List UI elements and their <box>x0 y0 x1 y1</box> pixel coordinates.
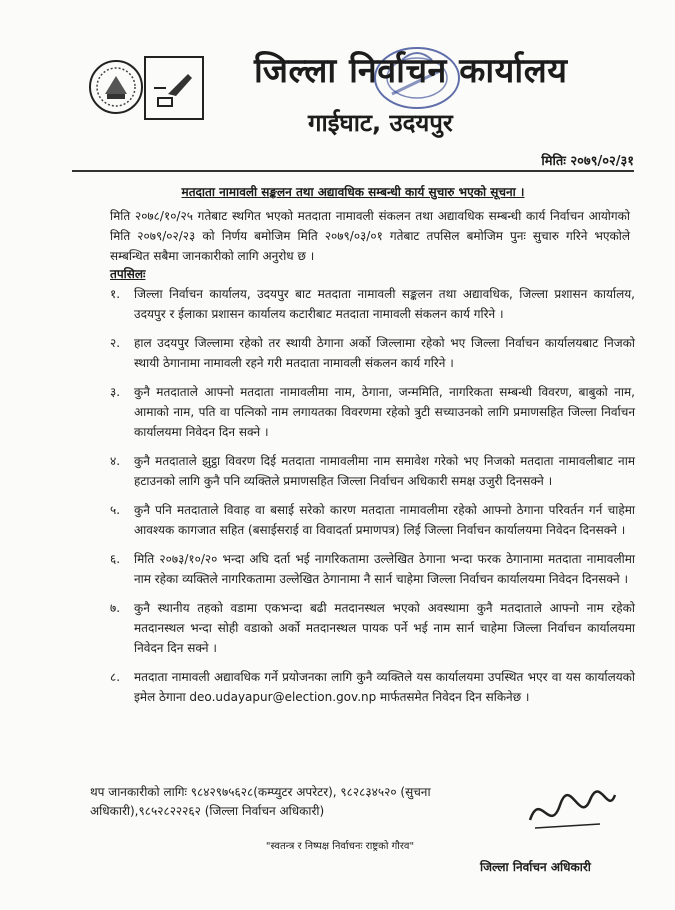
item-text: कुनै मतदाताले झुट्ठा विवरण दिई मतदाता नामावलीमा नाम समावेश गरेको भए निजको मतदाता नामावलीबाट नाम हटाउनको लागि कुनै पनि व्यक्तिले प्रमाणसहित जिल्ला निर्वाचन अधिकारी समक्ष उजुरी दिनसक्ने । <box>134 454 635 488</box>
signatory-title: जिल्ला निर्वाचन अधिकारी <box>480 860 591 874</box>
item-text: मतदाता नामावली अद्यावधिक गर्ने प्रयोजनका लागि कुनै व्यक्तिले यस कार्यालयमा उपस्थित भएर वा यस कार्यालयको इमेल ठेगाना deo.udayapur@election.gov.np मार्फतसमेत निवेदन दिन सकिनेछ । <box>134 670 635 704</box>
item-text: कुनै पनि मतदाताले विवाह वा बसाई सरेको कारण मतदाता नामावलीमा रहेको आफ्नो ठेगाना परिवर्तन गर्न चाहेमा आवश्यक कागजात सहित (बसाईसराई वा विवादर्ता प्रमाणपत्र) लिई जिल्ला निर्वाचन कार्यालयमा निवेदन दिनसक्ने । <box>134 503 635 537</box>
list-item <box>110 333 635 373</box>
item-text: हाल उदयपुर जिल्लामा रहेको तर स्थायी ठेगाना अर्को जिल्लामा रहेको भए जिल्ला निर्वाचन कार्यालयबाट निजको स्थायी ठेगानामा नामावली रहने गरी मतदाता नामावली संकलन कार्य गरिने । <box>134 336 635 370</box>
details-heading: तपसिलः <box>110 267 146 281</box>
office-location: गाईघाट, उदयपुर <box>308 109 453 137</box>
list-item <box>110 451 635 491</box>
contact-info: थप जानकारीको लागिः ९८४२९७५६२८(कम्प्युटर अपरेटर), ९८२८३४५२० (सुचना अधिकारी),९८५२८२२२६२ (जिल्ला निर्वाचन अधिकारी) <box>90 785 431 818</box>
item-number: ७. <box>110 601 121 615</box>
item-number: २. <box>110 336 121 350</box>
nepal-emblem-icon <box>87 58 145 116</box>
ballot-logo-icon <box>144 56 204 120</box>
item-number: ४. <box>110 454 121 468</box>
header-divider <box>72 170 634 172</box>
item-text: जिल्ला निर्वाचन कार्यालय, उदयपुर बाट मतदाता नामावली सङ्कलन तथा अद्यावधिक, जिल्ला प्रशासन कार्यालय, उदयपुर र ईलाका प्रशासन कार्यालय कटारीबाट मतदाता नामावली संकलन कार्य गरिने । <box>134 287 635 321</box>
list-item <box>110 549 635 589</box>
list-item <box>110 284 635 324</box>
list-item <box>110 382 635 442</box>
item-number: ५. <box>110 503 121 517</box>
item-text: कुनै मतदाताले आफ्नो मतदाता नामावलीमा नाम, ठेगाना, जन्ममिति, नागरिकता सम्बन्धी विवरण, बाबुको नाम, आमाको नाम, पति वा पत्निको नाम लगायतका विवरणमा रहेको त्रुटी सच्याउनको लागि प्रमाणसहित जिल्ला निर्वाचन कार्यालयमा निवेदन दिन सक्ने । <box>134 385 635 439</box>
list-item <box>110 500 635 540</box>
item-text: कुनै स्थानीय तहको वडामा एकभन्दा बढी मतदानस्थल भएको अवस्थामा कुनै मतदाताले आफ्नो नाम रहेको मतदानस्थल भन्दा सोही वडाको अर्को मतदानस्थल पायक पर्ने भई नाम सार्न चाहेमा जिल्ला निर्वाचन कार्यालयमा निवेदन दिन सक्ने । <box>134 601 635 655</box>
notice-date: मितिः २०७९/०२/३१ <box>541 154 634 169</box>
item-number: १. <box>110 287 121 301</box>
list-item <box>110 598 635 658</box>
item-text: मिति २०७३/१०/२० भन्दा अघि दर्ता भई नागरिकतामा उल्लेखित ठेगाना भन्दा फरक ठेगानामा मतदाता नामावलीमा नाम रहेका व्यक्तिले नागरिकतामा उल्लेखित ठेगानामा नै सार्न चाहेमा जिल्ला निर्वाचन कार्यालयमा निवेदन दिनसक्ने । <box>134 552 635 586</box>
notice-subject: मतदाता नामावली सङ्कलन तथा अद्यावधिक सम्बन्धी कार्य सुचारु भएको सूचना । <box>181 185 525 199</box>
item-number: ६. <box>110 552 121 566</box>
office-name: जिल्ला निर्वाचन कार्यालय <box>254 51 568 91</box>
intro-paragraph: मिति २०७८/१०/२५ गतेबाट स्थगित भएको मतदाता नामावली संकलन तथा अद्यावधिक सम्बन्धी कार्य निर्वाचन आयोगको मिति २०७९/०२/२३ को निर्णय बमोजिम मिति २०७९/०३/०१ गतेबाट तपसिल बमोजिम पुनः सुचारु गरिने भएकोले सम्बन्धित सबैमा जानकारीको लागि अनुरोध छ । <box>110 209 630 263</box>
handwritten-signature <box>520 780 620 840</box>
item-number: ३. <box>110 385 121 399</box>
list-item <box>110 667 635 707</box>
item-number: ८. <box>110 670 121 684</box>
details-list <box>110 284 635 716</box>
election-slogan: "स्वतन्त्र र निष्पक्ष निर्वाचनः राष्ट्रको गौरव" <box>265 841 415 852</box>
